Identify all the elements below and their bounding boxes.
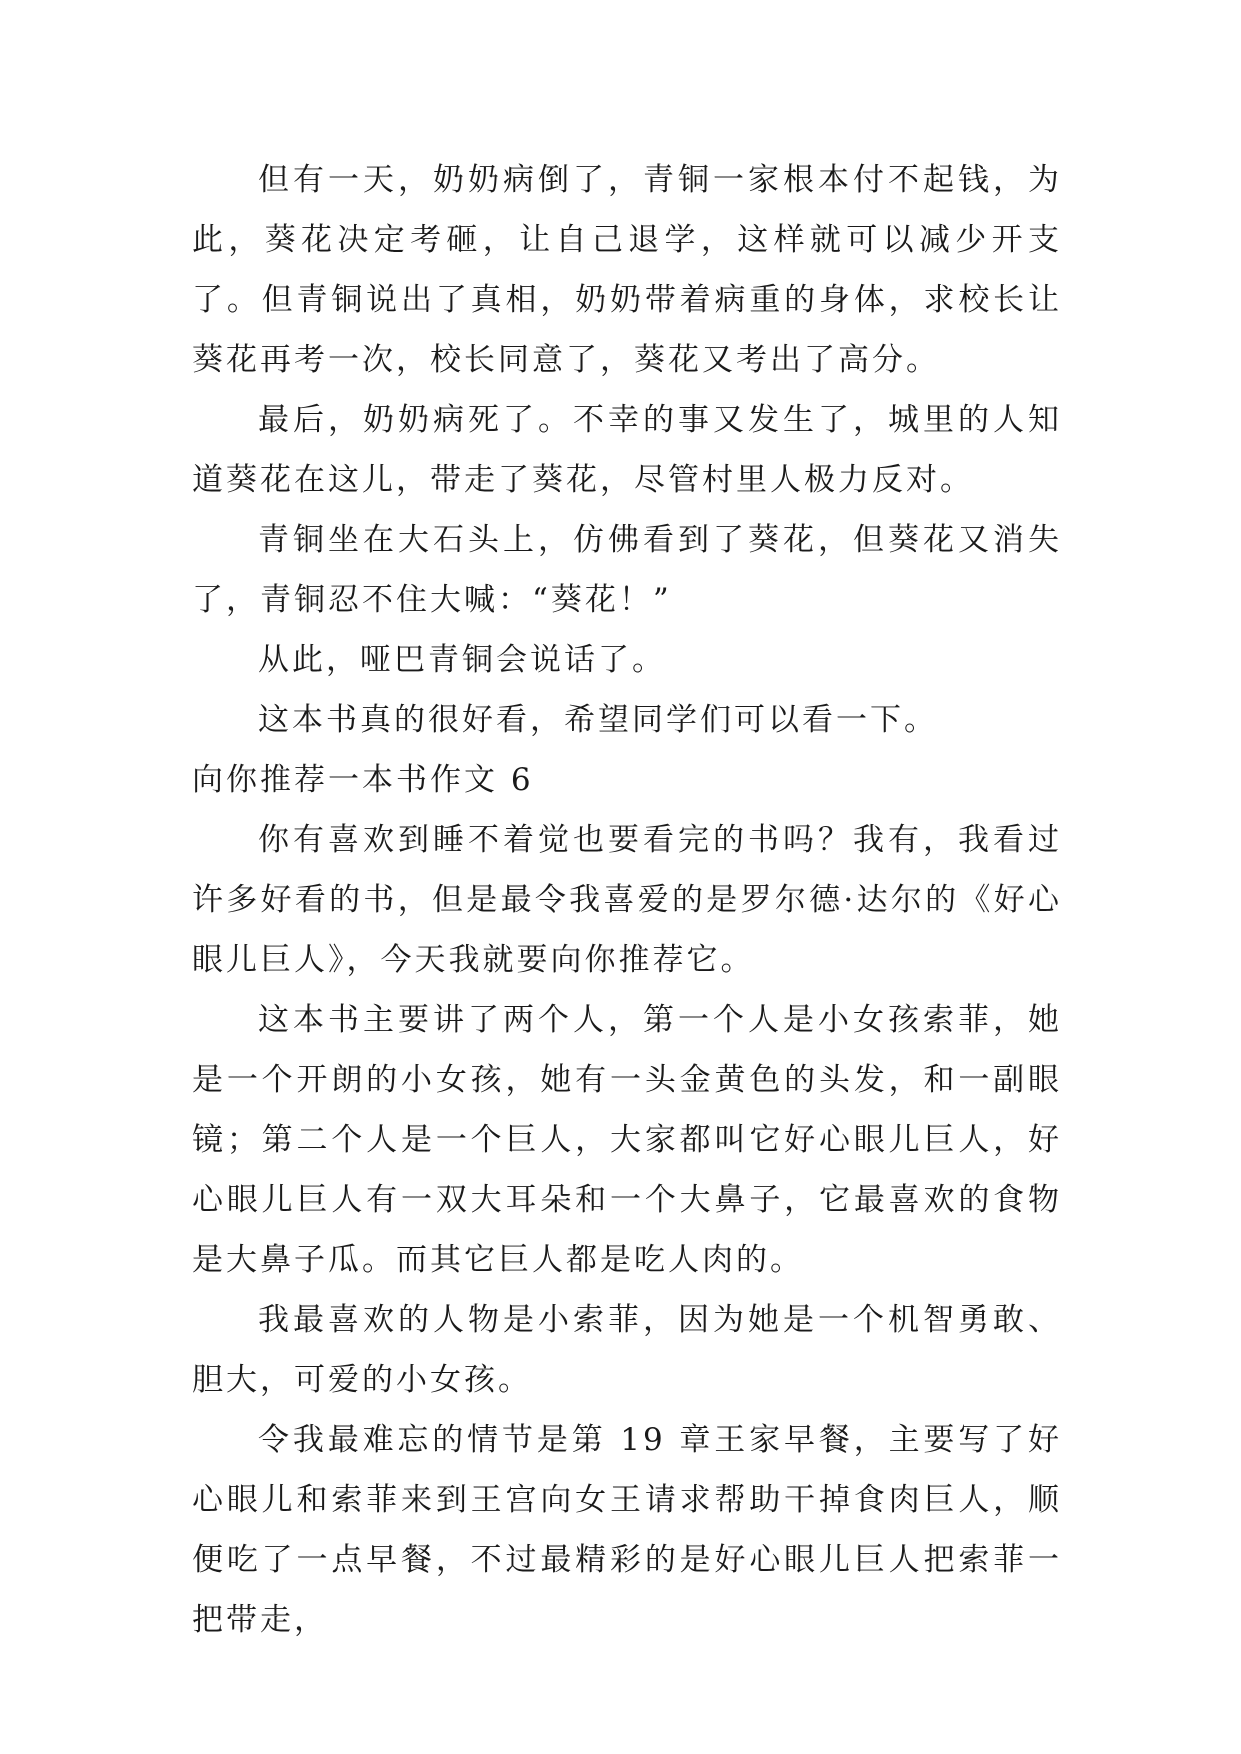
paragraph: 这本书真的很好看，希望同学们可以看一下。: [258, 702, 938, 738]
paragraph: 从此，哑巴青铜会说话了。: [258, 642, 666, 678]
paragraph: 青铜坐在大石头上，仿佛看到了葵花，但葵花又消失了，青铜忍不住大喊：“葵花！”: [192, 522, 1062, 618]
paragraph: 但有一天，奶奶病倒了，青铜一家根本付不起钱，为此，葵花决定考砸，让自己退学，这样就可以减少开支了。但青铜说出了真相，奶奶带着病重的身体，求校长让葵花再考一次，校长同意了，葵花又考出了高分。: [192, 162, 1062, 378]
paragraph: 我最喜欢的人物是小索菲，因为她是一个机智勇敢、胆大，可爱的小女孩。: [192, 1302, 1062, 1398]
paragraph: 最后，奶奶病死了。不幸的事又发生了，城里的人知道葵花在这儿，带走了葵花，尽管村里人极力反对。: [192, 402, 1062, 498]
essay-heading: 向你推荐一本书作文 6: [192, 762, 534, 798]
paragraph: 这本书主要讲了两个人，第一个人是小女孩索菲，她是一个开朗的小女孩，她有一头金黄色的头发，和一副眼镜；第二个人是一个巨人，大家都叫它好心眼儿巨人，好心眼儿巨人有一双大耳朵和一个大鼻子，它最喜欢的食物是大鼻子瓜。而其它巨人都是吃人肉的。: [192, 1002, 1062, 1278]
paragraph: 令我最难忘的情节是第 19 章王家早餐，主要写了好心眼儿和索菲来到王宫向女王请求帮助干掉食肉巨人，顺便吃了一点早餐，不过最精彩的是好心眼儿巨人把索菲一把带走，: [192, 1422, 1062, 1638]
paragraph: 你有喜欢到睡不着觉也要看完的书吗？我有，我看过许多好看的书，但是最令我喜爱的是罗尔德·达尔的《好心眼儿巨人》，今天我就要向你推荐它。: [192, 822, 1062, 978]
document-body: [192, 150, 1062, 1650]
